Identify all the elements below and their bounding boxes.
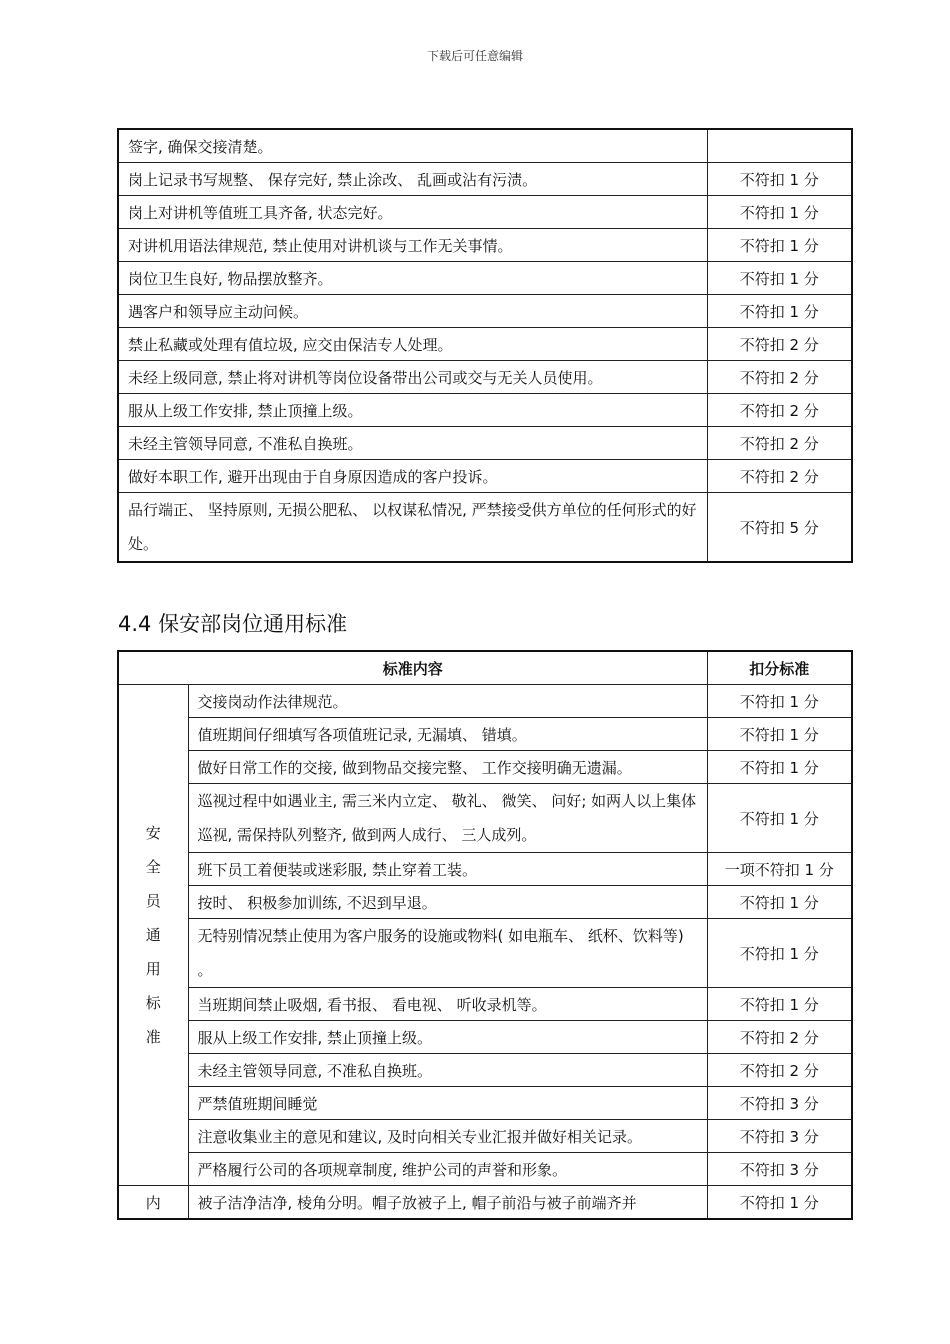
row-content: 禁止私藏或处理有值垃圾, 应交由保洁专人处理。 (118, 328, 707, 361)
row-score: 不符扣 1 分 (707, 163, 852, 196)
table-row (118, 919, 852, 988)
row-score: 不符扣 1 分 (707, 262, 852, 295)
row-content: 岗上记录书写规整、 保存完好, 禁止涂改、 乱画或沾有污渍。 (118, 163, 707, 196)
row-content: 注意收集业主的意见和建议, 及时向相关专业汇报并做好相关记录。 (188, 1120, 707, 1153)
table-row (118, 853, 852, 886)
table-row (118, 988, 852, 1021)
table-row (118, 262, 852, 295)
row-score: 不符扣 2 分 (707, 460, 852, 493)
row-score: 不符扣 2 分 (707, 1054, 852, 1087)
row-content: 未经主管领导同意, 不准私自换班。 (188, 1054, 707, 1087)
table-row (118, 361, 852, 394)
row-score: 不符扣 3 分 (707, 1087, 852, 1120)
row-content: 服从上级工作安排, 禁止顶撞上级。 (188, 1021, 707, 1054)
row-content: 交接岗动作法律规范。 (188, 685, 707, 718)
row-score: 不符扣 1 分 (707, 196, 852, 229)
category-label: 安 全 员 通 用 标 准 (145, 824, 161, 1046)
row-score: 不符扣 1 分 (707, 1186, 852, 1220)
row-content: 品行端正、 坚持原则, 无损公肥私、 以权谋私情况, 严禁接受供方单位的任何形式的好处。 (118, 493, 707, 563)
row-score: 不符扣 2 分 (707, 427, 852, 460)
row-score: 不符扣 1 分 (707, 718, 852, 751)
table-row (118, 1120, 852, 1153)
table-row (118, 493, 852, 563)
table-row (118, 196, 852, 229)
row-score: 不符扣 1 分 (707, 295, 852, 328)
table-row (118, 1153, 852, 1186)
row-content: 签字, 确保交接清楚。 (118, 129, 707, 163)
row-score: 不符扣 2 分 (707, 1021, 852, 1054)
row-content: 对讲机用语法律规范, 禁止使用对讲机谈与工作无关事情。 (118, 229, 707, 262)
table-row (118, 163, 852, 196)
row-score: 不符扣 2 分 (707, 394, 852, 427)
row-content: 严格履行公司的各项规章制度, 维护公司的声誉和形象。 (188, 1153, 707, 1186)
row-content: 未经主管领导同意, 不准私自换班。 (118, 427, 707, 460)
row-score: 不符扣 1 分 (707, 919, 852, 988)
table-row (118, 295, 852, 328)
table-row (118, 1021, 852, 1054)
table-row (118, 460, 852, 493)
table-row (118, 394, 852, 427)
security-standards-table (117, 650, 853, 1220)
category-internal: 内 (118, 1186, 188, 1220)
row-content: 岗上对讲机等值班工具齐备, 状态完好。 (118, 196, 707, 229)
row-score: 不符扣 1 分 (707, 751, 852, 784)
table-row (118, 1087, 852, 1120)
row-score: 不符扣 1 分 (707, 229, 852, 262)
row-score: 一项不符扣 1 分 (707, 853, 852, 886)
table-row (118, 1186, 852, 1220)
row-content: 被子洁净洁净, 棱角分明。帽子放被子上, 帽子前沿与被子前端齐并 (188, 1186, 707, 1220)
row-score: 不符扣 5 分 (707, 493, 852, 563)
table-row (118, 1054, 852, 1087)
row-score: 不符扣 1 分 (707, 784, 852, 853)
table-row (118, 784, 852, 853)
standards-table-continued (117, 128, 853, 563)
table-row (118, 751, 852, 784)
table-row (118, 718, 852, 751)
row-score (707, 129, 852, 163)
header-content: 标准内容 (118, 651, 707, 685)
header-score: 扣分标准 (707, 651, 852, 685)
page-header: 下载后可任意编辑 (426, 49, 523, 63)
row-content: 值班期间仔细填写各项值班记录, 无漏填、 错填。 (188, 718, 707, 751)
row-content: 岗位卫生良好, 物品摆放整齐。 (118, 262, 707, 295)
row-content: 巡视过程中如遇业主, 需三米内立定、 敬礼、 微笑、 问好; 如两人以上集体巡视, 需保持队列整齐, 做到两人成行、 三人成列。 (188, 784, 707, 853)
row-score: 不符扣 1 分 (707, 886, 852, 919)
category-security-general (118, 685, 188, 1186)
row-score: 不符扣 1 分 (707, 988, 852, 1021)
row-content: 遇客户和领导应主动问候。 (118, 295, 707, 328)
row-content: 做好本职工作, 避开出现由于自身原因造成的客户投诉。 (118, 460, 707, 493)
row-score: 不符扣 2 分 (707, 361, 852, 394)
row-content: 当班期间禁止吸烟, 看书报、 看电视、 听收录机等。 (188, 988, 707, 1021)
row-content: 按时、 积极参加训练, 不迟到早退。 (188, 886, 707, 919)
table-row (118, 886, 852, 919)
row-content: 严禁值班期间睡觉 (188, 1087, 707, 1120)
row-score: 不符扣 3 分 (707, 1120, 852, 1153)
row-score: 不符扣 2 分 (707, 328, 852, 361)
row-content: 服从上级工作安排, 禁止顶撞上级。 (118, 394, 707, 427)
table-row (118, 129, 852, 163)
row-content: 班下员工着便装或迷彩服, 禁止穿着工装。 (188, 853, 707, 886)
table-row (118, 328, 852, 361)
table-row (118, 685, 852, 718)
table-row (118, 427, 852, 460)
table-header-row (118, 651, 852, 685)
row-score: 不符扣 1 分 (707, 685, 852, 718)
row-content: 未经上级同意, 禁止将对讲机等岗位设备带出公司或交与无关人员使用。 (118, 361, 707, 394)
table-row (118, 229, 852, 262)
row-content: 无特别情况禁止使用为客户服务的设施或物料( 如电瓶车、 纸杯、饮料等) 。 (188, 919, 707, 988)
row-score: 不符扣 3 分 (707, 1153, 852, 1186)
row-content: 做好日常工作的交接, 做到物品交接完整、 工作交接明确无遗漏。 (188, 751, 707, 784)
section-title: 4.4 保安部岗位通用标准 (118, 612, 348, 636)
